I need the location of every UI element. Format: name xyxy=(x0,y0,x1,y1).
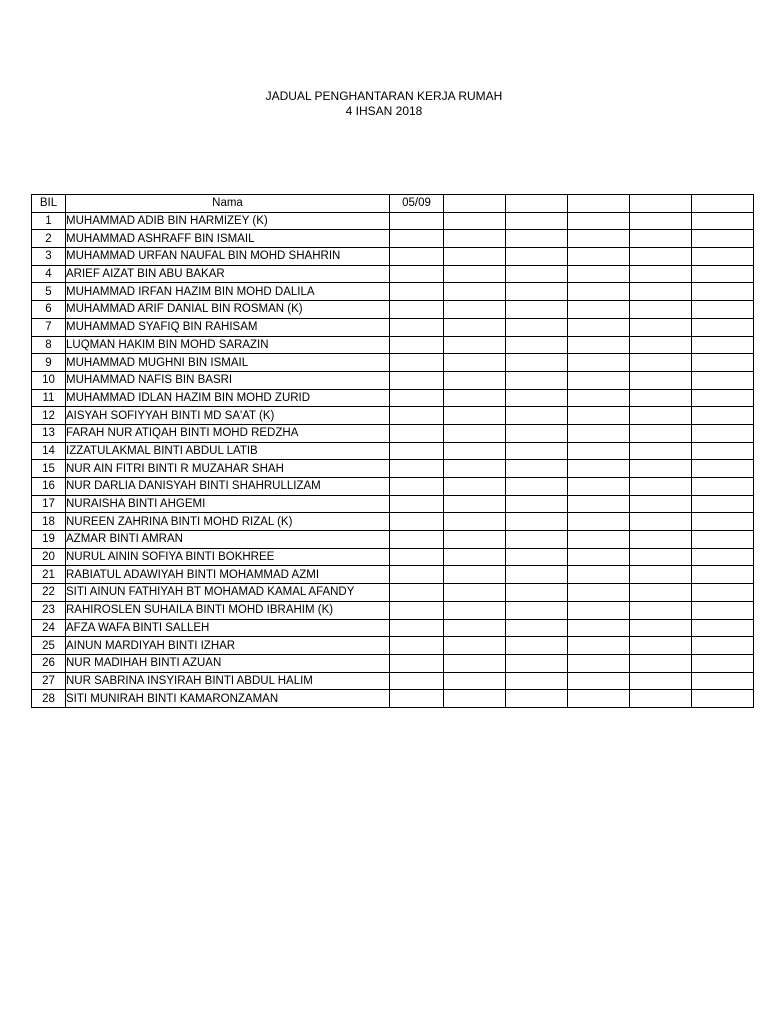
row-date-cell-4[interactable] xyxy=(568,672,630,690)
header-date-3 xyxy=(506,195,568,213)
row-nama: IZZATULAKMAL BINTI ABDUL LATIB xyxy=(66,442,390,460)
row-nama: NUREEN ZAHRINA BINTI MOHD RIZAL (K) xyxy=(66,513,390,531)
row-date-cell-5[interactable] xyxy=(630,601,692,619)
header-date-4 xyxy=(568,195,630,213)
row-date-cell-4[interactable] xyxy=(568,301,630,319)
table-row xyxy=(32,619,754,637)
row-date-cell-5[interactable] xyxy=(630,283,692,301)
table-row xyxy=(32,354,754,372)
row-date-cell-2[interactable] xyxy=(444,336,506,354)
title-block xyxy=(0,89,768,119)
row-bil: 10 xyxy=(32,371,66,389)
row-nama: MUHAMMAD NAFIS BIN BASRI xyxy=(66,371,390,389)
row-date-cell-1[interactable] xyxy=(390,354,444,372)
row-date-cell-2[interactable] xyxy=(444,442,506,460)
row-bil: 8 xyxy=(32,336,66,354)
row-date-cell-5[interactable] xyxy=(630,619,692,637)
row-date-cell-1[interactable] xyxy=(390,336,444,354)
table-row xyxy=(32,301,754,319)
row-date-cell-6[interactable] xyxy=(692,354,754,372)
row-date-cell-1[interactable] xyxy=(390,265,444,283)
row-date-cell-1[interactable] xyxy=(390,531,444,549)
row-date-cell-3[interactable] xyxy=(506,389,568,407)
row-date-cell-1[interactable] xyxy=(390,318,444,336)
table-row xyxy=(32,460,754,478)
row-bil: 12 xyxy=(32,407,66,425)
row-date-cell-1[interactable] xyxy=(390,248,444,266)
header-date-2 xyxy=(444,195,506,213)
row-nama: AISYAH SOFIYYAH BINTI MD SA'AT (K) xyxy=(66,407,390,425)
header-date-6 xyxy=(692,195,754,213)
row-date-cell-3[interactable] xyxy=(506,690,568,708)
row-date-cell-1[interactable] xyxy=(390,584,444,602)
table-row xyxy=(32,513,754,531)
row-date-cell-3[interactable] xyxy=(506,265,568,283)
row-bil: 27 xyxy=(32,672,66,690)
row-date-cell-3[interactable] xyxy=(506,318,568,336)
row-date-cell-5[interactable] xyxy=(630,513,692,531)
document-title: JADUAL PENGHANTARAN KERJA RUMAH xyxy=(265,89,503,103)
row-date-cell-3[interactable] xyxy=(506,548,568,566)
row-nama: MUHAMMAD IRFAN HAZIM BIN MOHD DALILA xyxy=(66,283,390,301)
row-date-cell-2[interactable] xyxy=(444,265,506,283)
row-date-cell-3[interactable] xyxy=(506,336,568,354)
row-date-cell-2[interactable] xyxy=(444,230,506,248)
row-date-cell-4[interactable] xyxy=(568,637,630,655)
table-row xyxy=(32,637,754,655)
row-bil: 7 xyxy=(32,318,66,336)
row-date-cell-4[interactable] xyxy=(568,601,630,619)
row-date-cell-5[interactable] xyxy=(630,584,692,602)
row-nama: ARIEF AIZAT BIN ABU BAKAR xyxy=(66,265,390,283)
row-date-cell-1[interactable] xyxy=(390,460,444,478)
row-date-cell-6[interactable] xyxy=(692,460,754,478)
row-nama: MUHAMMAD MUGHNI BIN ISMAIL xyxy=(66,354,390,372)
table-row xyxy=(32,690,754,708)
row-bil: 11 xyxy=(32,389,66,407)
row-date-cell-5[interactable] xyxy=(630,495,692,513)
row-date-cell-2[interactable] xyxy=(444,690,506,708)
row-date-cell-1[interactable] xyxy=(390,690,444,708)
row-date-cell-3[interactable] xyxy=(506,230,568,248)
row-nama: MUHAMMAD SYAFIQ BIN RAHISAM xyxy=(66,318,390,336)
header-date-5 xyxy=(630,195,692,213)
row-date-cell-3[interactable] xyxy=(506,672,568,690)
row-date-cell-1[interactable] xyxy=(390,672,444,690)
row-date-cell-2[interactable] xyxy=(444,354,506,372)
row-date-cell-2[interactable] xyxy=(444,584,506,602)
row-date-cell-5[interactable] xyxy=(630,566,692,584)
row-date-cell-6[interactable] xyxy=(692,637,754,655)
row-date-cell-1[interactable] xyxy=(390,424,444,442)
row-date-cell-5[interactable] xyxy=(630,354,692,372)
row-date-cell-5[interactable] xyxy=(630,389,692,407)
row-date-cell-4[interactable] xyxy=(568,248,630,266)
row-nama: MUHAMMAD IDLAN HAZIM BIN MOHD ZURID xyxy=(66,389,390,407)
row-date-cell-5[interactable] xyxy=(630,301,692,319)
row-date-cell-4[interactable] xyxy=(568,265,630,283)
row-date-cell-4[interactable] xyxy=(568,371,630,389)
table-body xyxy=(32,212,754,707)
row-date-cell-1[interactable] xyxy=(390,301,444,319)
row-date-cell-2[interactable] xyxy=(444,301,506,319)
table-row xyxy=(32,407,754,425)
row-date-cell-4[interactable] xyxy=(568,318,630,336)
row-date-cell-6[interactable] xyxy=(692,672,754,690)
table-row xyxy=(32,389,754,407)
row-date-cell-1[interactable] xyxy=(390,389,444,407)
row-date-cell-5[interactable] xyxy=(630,371,692,389)
table-row xyxy=(32,672,754,690)
row-bil: 1 xyxy=(32,212,66,230)
row-date-cell-3[interactable] xyxy=(506,566,568,584)
row-date-cell-1[interactable] xyxy=(390,654,444,672)
row-date-cell-3[interactable] xyxy=(506,495,568,513)
row-date-cell-4[interactable] xyxy=(568,584,630,602)
row-date-cell-3[interactable] xyxy=(506,460,568,478)
row-date-cell-1[interactable] xyxy=(390,637,444,655)
row-date-cell-4[interactable] xyxy=(568,442,630,460)
row-nama: SITI AINUN FATHIYAH BT MOHAMAD KAMAL AFANDY xyxy=(66,584,390,602)
row-date-cell-3[interactable] xyxy=(506,478,568,496)
row-bil: 17 xyxy=(32,495,66,513)
row-bil: 25 xyxy=(32,637,66,655)
row-date-cell-6[interactable] xyxy=(692,389,754,407)
row-date-cell-2[interactable] xyxy=(444,318,506,336)
row-date-cell-6[interactable] xyxy=(692,283,754,301)
row-date-cell-2[interactable] xyxy=(444,478,506,496)
row-date-cell-1[interactable] xyxy=(390,513,444,531)
table-row xyxy=(32,336,754,354)
row-nama: SITI MUNIRAH BINTI KAMARONZAMAN xyxy=(66,690,390,708)
row-date-cell-1[interactable] xyxy=(390,478,444,496)
row-date-cell-6[interactable] xyxy=(692,513,754,531)
row-nama: MUHAMMAD ARIF DANIAL BIN ROSMAN (K) xyxy=(66,301,390,319)
table-row xyxy=(32,442,754,460)
table-row xyxy=(32,566,754,584)
row-date-cell-4[interactable] xyxy=(568,531,630,549)
row-date-cell-4[interactable] xyxy=(568,690,630,708)
row-nama: MUHAMMAD URFAN NAUFAL BIN MOHD SHAHRIN xyxy=(66,248,390,266)
row-date-cell-3[interactable] xyxy=(506,424,568,442)
row-nama: RABIATUL ADAWIYAH BINTI MOHAMMAD AZMI xyxy=(66,566,390,584)
row-date-cell-3[interactable] xyxy=(506,407,568,425)
row-date-cell-6[interactable] xyxy=(692,531,754,549)
row-bil: 18 xyxy=(32,513,66,531)
row-nama: NUR SABRINA INSYIRAH BINTI ABDUL HALIM xyxy=(66,672,390,690)
row-nama: NURAISHA BINTI AHGEMI xyxy=(66,495,390,513)
row-bil: 24 xyxy=(32,619,66,637)
row-date-cell-2[interactable] xyxy=(444,212,506,230)
row-date-cell-5[interactable] xyxy=(630,318,692,336)
row-bil: 14 xyxy=(32,442,66,460)
row-date-cell-1[interactable] xyxy=(390,212,444,230)
table-row xyxy=(32,531,754,549)
homework-roster-table xyxy=(31,194,754,708)
row-nama: MUHAMMAD ADIB BIN HARMIZEY (K) xyxy=(66,212,390,230)
row-date-cell-2[interactable] xyxy=(444,654,506,672)
row-date-cell-1[interactable] xyxy=(390,230,444,248)
table-row xyxy=(32,584,754,602)
row-date-cell-4[interactable] xyxy=(568,230,630,248)
row-date-cell-3[interactable] xyxy=(506,601,568,619)
row-date-cell-4[interactable] xyxy=(568,654,630,672)
row-date-cell-6[interactable] xyxy=(692,548,754,566)
row-date-cell-4[interactable] xyxy=(568,407,630,425)
row-date-cell-4[interactable] xyxy=(568,424,630,442)
row-date-cell-2[interactable] xyxy=(444,548,506,566)
row-date-cell-4[interactable] xyxy=(568,460,630,478)
row-date-cell-6[interactable] xyxy=(692,442,754,460)
table-row xyxy=(32,478,754,496)
row-bil: 26 xyxy=(32,654,66,672)
row-date-cell-6[interactable] xyxy=(692,601,754,619)
row-date-cell-5[interactable] xyxy=(630,212,692,230)
row-date-cell-1[interactable] xyxy=(390,495,444,513)
row-date-cell-5[interactable] xyxy=(630,407,692,425)
row-date-cell-4[interactable] xyxy=(568,548,630,566)
row-date-cell-3[interactable] xyxy=(506,371,568,389)
row-date-cell-3[interactable] xyxy=(506,212,568,230)
row-date-cell-5[interactable] xyxy=(630,424,692,442)
row-date-cell-5[interactable] xyxy=(630,690,692,708)
row-date-cell-2[interactable] xyxy=(444,248,506,266)
row-date-cell-4[interactable] xyxy=(568,619,630,637)
row-date-cell-6[interactable] xyxy=(692,478,754,496)
row-date-cell-5[interactable] xyxy=(630,248,692,266)
header-bil: BIL xyxy=(32,195,66,213)
row-date-cell-6[interactable] xyxy=(692,248,754,266)
row-date-cell-1[interactable] xyxy=(390,283,444,301)
row-bil: 3 xyxy=(32,248,66,266)
row-date-cell-6[interactable] xyxy=(692,301,754,319)
row-date-cell-2[interactable] xyxy=(444,619,506,637)
row-date-cell-3[interactable] xyxy=(506,283,568,301)
row-bil: 2 xyxy=(32,230,66,248)
table-row xyxy=(32,318,754,336)
row-date-cell-1[interactable] xyxy=(390,619,444,637)
row-nama: FARAH NUR ATIQAH BINTI MOHD REDZHA xyxy=(66,424,390,442)
row-date-cell-2[interactable] xyxy=(444,495,506,513)
row-date-cell-4[interactable] xyxy=(568,389,630,407)
row-date-cell-2[interactable] xyxy=(444,672,506,690)
header-nama: Nama xyxy=(66,195,390,213)
row-date-cell-5[interactable] xyxy=(630,654,692,672)
row-date-cell-4[interactable] xyxy=(568,354,630,372)
row-date-cell-1[interactable] xyxy=(390,566,444,584)
row-date-cell-6[interactable] xyxy=(692,265,754,283)
row-date-cell-6[interactable] xyxy=(692,318,754,336)
header-date-1: 05/09 xyxy=(390,195,444,213)
row-bil: 28 xyxy=(32,690,66,708)
row-date-cell-3[interactable] xyxy=(506,354,568,372)
row-date-cell-3[interactable] xyxy=(506,442,568,460)
row-nama: NUR DARLIA DANISYAH BINTI SHAHRULLIZAM xyxy=(66,478,390,496)
row-date-cell-2[interactable] xyxy=(444,371,506,389)
row-date-cell-3[interactable] xyxy=(506,248,568,266)
row-bil: 19 xyxy=(32,531,66,549)
row-nama: MUHAMMAD ASHRAFF BIN ISMAIL xyxy=(66,230,390,248)
row-date-cell-4[interactable] xyxy=(568,212,630,230)
table-row xyxy=(32,371,754,389)
row-date-cell-1[interactable] xyxy=(390,371,444,389)
row-date-cell-6[interactable] xyxy=(692,654,754,672)
row-date-cell-6[interactable] xyxy=(692,336,754,354)
table-row xyxy=(32,265,754,283)
row-date-cell-4[interactable] xyxy=(568,283,630,301)
row-date-cell-2[interactable] xyxy=(444,637,506,655)
row-date-cell-5[interactable] xyxy=(630,548,692,566)
table-header-row xyxy=(32,195,754,213)
row-date-cell-6[interactable] xyxy=(692,371,754,389)
row-nama: AINUN MARDIYAH BINTI IZHAR xyxy=(66,637,390,655)
row-date-cell-5[interactable] xyxy=(630,442,692,460)
row-nama: AFZA WAFA BINTI SALLEH xyxy=(66,619,390,637)
row-date-cell-6[interactable] xyxy=(692,212,754,230)
row-date-cell-5[interactable] xyxy=(630,531,692,549)
row-date-cell-4[interactable] xyxy=(568,336,630,354)
row-bil: 15 xyxy=(32,460,66,478)
row-date-cell-5[interactable] xyxy=(630,672,692,690)
table-row xyxy=(32,212,754,230)
table-row xyxy=(32,424,754,442)
document-subtitle: 4 IHSAN 2018 xyxy=(345,104,423,118)
row-date-cell-5[interactable] xyxy=(630,637,692,655)
row-bil: 4 xyxy=(32,265,66,283)
row-date-cell-3[interactable] xyxy=(506,301,568,319)
row-date-cell-2[interactable] xyxy=(444,424,506,442)
row-date-cell-4[interactable] xyxy=(568,495,630,513)
row-date-cell-1[interactable] xyxy=(390,548,444,566)
row-date-cell-5[interactable] xyxy=(630,460,692,478)
row-bil: 13 xyxy=(32,424,66,442)
row-date-cell-1[interactable] xyxy=(390,601,444,619)
row-date-cell-2[interactable] xyxy=(444,601,506,619)
row-bil: 5 xyxy=(32,283,66,301)
table-row xyxy=(32,248,754,266)
row-date-cell-5[interactable] xyxy=(630,478,692,496)
row-nama: NUR MADIHAH BINTI AZUAN xyxy=(66,654,390,672)
row-date-cell-6[interactable] xyxy=(692,584,754,602)
row-date-cell-5[interactable] xyxy=(630,265,692,283)
row-date-cell-2[interactable] xyxy=(444,407,506,425)
table-row xyxy=(32,283,754,301)
row-bil: 9 xyxy=(32,354,66,372)
table-row xyxy=(32,495,754,513)
row-date-cell-2[interactable] xyxy=(444,389,506,407)
row-date-cell-1[interactable] xyxy=(390,442,444,460)
row-date-cell-1[interactable] xyxy=(390,407,444,425)
table-row xyxy=(32,601,754,619)
row-nama: NURUL AININ SOFIYA BINTI BOKHREE xyxy=(66,548,390,566)
table-row xyxy=(32,548,754,566)
row-date-cell-6[interactable] xyxy=(692,230,754,248)
row-date-cell-3[interactable] xyxy=(506,513,568,531)
row-date-cell-2[interactable] xyxy=(444,531,506,549)
row-bil: 20 xyxy=(32,548,66,566)
row-date-cell-3[interactable] xyxy=(506,584,568,602)
row-date-cell-6[interactable] xyxy=(692,495,754,513)
row-nama: RAHIROSLEN SUHAILA BINTI MOHD IBRAHIM (K) xyxy=(66,601,390,619)
row-bil: 6 xyxy=(32,301,66,319)
row-date-cell-5[interactable] xyxy=(630,336,692,354)
row-date-cell-4[interactable] xyxy=(568,478,630,496)
row-date-cell-2[interactable] xyxy=(444,283,506,301)
row-date-cell-2[interactable] xyxy=(444,513,506,531)
row-bil: 23 xyxy=(32,601,66,619)
table-row xyxy=(32,230,754,248)
row-bil: 22 xyxy=(32,584,66,602)
row-nama: AZMAR BINTI AMRAN xyxy=(66,531,390,549)
row-date-cell-2[interactable] xyxy=(444,566,506,584)
row-date-cell-6[interactable] xyxy=(692,619,754,637)
row-date-cell-3[interactable] xyxy=(506,654,568,672)
row-date-cell-3[interactable] xyxy=(506,637,568,655)
row-bil: 16 xyxy=(32,478,66,496)
table-row xyxy=(32,654,754,672)
row-date-cell-4[interactable] xyxy=(568,513,630,531)
row-date-cell-4[interactable] xyxy=(568,566,630,584)
row-date-cell-6[interactable] xyxy=(692,566,754,584)
row-nama: NUR AIN FITRI BINTI R MUZAHAR SHAH xyxy=(66,460,390,478)
row-date-cell-2[interactable] xyxy=(444,460,506,478)
row-date-cell-5[interactable] xyxy=(630,230,692,248)
row-date-cell-3[interactable] xyxy=(506,531,568,549)
row-date-cell-6[interactable] xyxy=(692,424,754,442)
row-date-cell-6[interactable] xyxy=(692,407,754,425)
row-nama: LUQMAN HAKIM BIN MOHD SARAZIN xyxy=(66,336,390,354)
row-date-cell-3[interactable] xyxy=(506,619,568,637)
row-bil: 21 xyxy=(32,566,66,584)
row-date-cell-6[interactable] xyxy=(692,690,754,708)
